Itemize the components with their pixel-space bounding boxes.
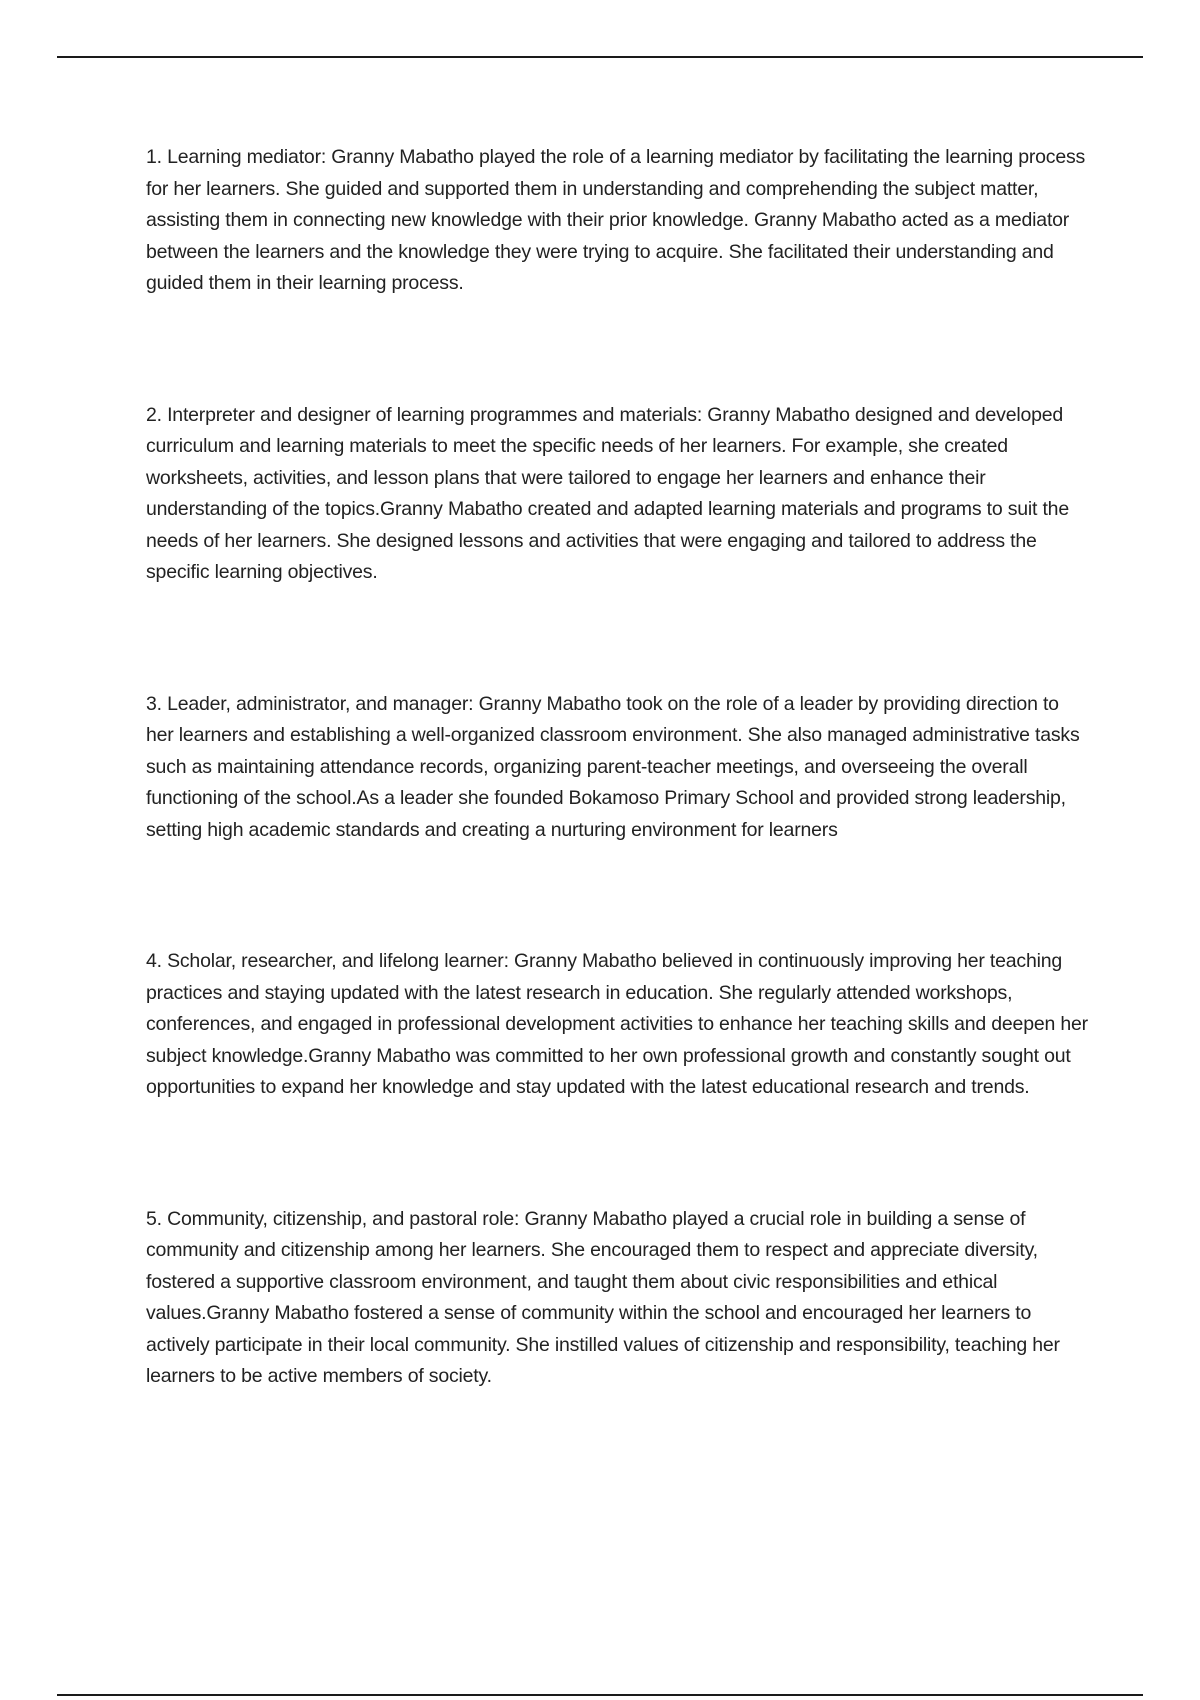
paragraph-leader-administrator: 3. Leader, administrator, and manager: Granny Mabatho took on the role of a leader by providing direction to her learners and establishing a well-organized classroom environment. She also managed administrative tasks such as maintaining attendance records, organizing parent-teacher meetings, and overseeing the overall functioning of the school.As a leader she founded Bokamoso Primary School and provided strong leadership, setting high academic standards and creating a nurturing environment for learners (146, 692, 1080, 841)
paragraph-community-citizenship: 5. Community, citizenship, and pastoral role: Granny Mabatho played a crucial role in building a sense of community and citizenship among her learners. She encouraged them to respect and appreciate diversity, fostered a supportive classroom environment, and taught them about civic responsibilities and ethical values.Granny Mabatho fostered a sense of community within the school and encouraged her learners to actively participate in their local community. She instilled values of citizenship and responsibility, teaching her learners to be active members of society. (146, 1207, 1060, 1387)
paragraph-scholar-researcher: 4. Scholar, researcher, and lifelong learner: Granny Mabatho believed in continuously improving her teaching practices and staying updated with the latest research in education. She regularly attended workshops, conferences, and engaged in professional development activities to enhance her teaching skills and deepen her subject knowledge.Granny Mabatho was committed to her own professional growth and constantly sought out opportunities to expand her knowledge and stay updated with the latest educational research and trends. (146, 950, 1088, 1098)
paragraph-learning-mediator: 1. Learning mediator: Granny Mabatho played the role of a learning mediator by facilitating the learning process for her learners. She guided and supported them in understanding and comprehending the subject matter, assisting them in connecting new knowledge with their prior knowledge. Granny Mabatho acted as a mediator between the learners and the knowledge they were trying to acquire. She facilitated their understanding and guided them in their learning process. (146, 146, 1086, 294)
footer-rule (57, 1694, 1143, 1696)
paragraph-interpreter-designer: 2. Interpreter and designer of learning programmes and materials: Granny Mabatho designed and developed curriculum and learning materials to meet the specific needs of her learners. For example, she created worksheets, activities, and lesson plans that were tailored to engage her learners and enhance their understanding of the topics.Granny Mabatho created and adapted learning materials and programs to suit the needs of her learners. She designed lessons and activities that were engaging and tailored to address the specific learning objectives. (146, 403, 1069, 583)
document-body (146, 142, 1091, 1493)
header-rule (57, 56, 1143, 58)
